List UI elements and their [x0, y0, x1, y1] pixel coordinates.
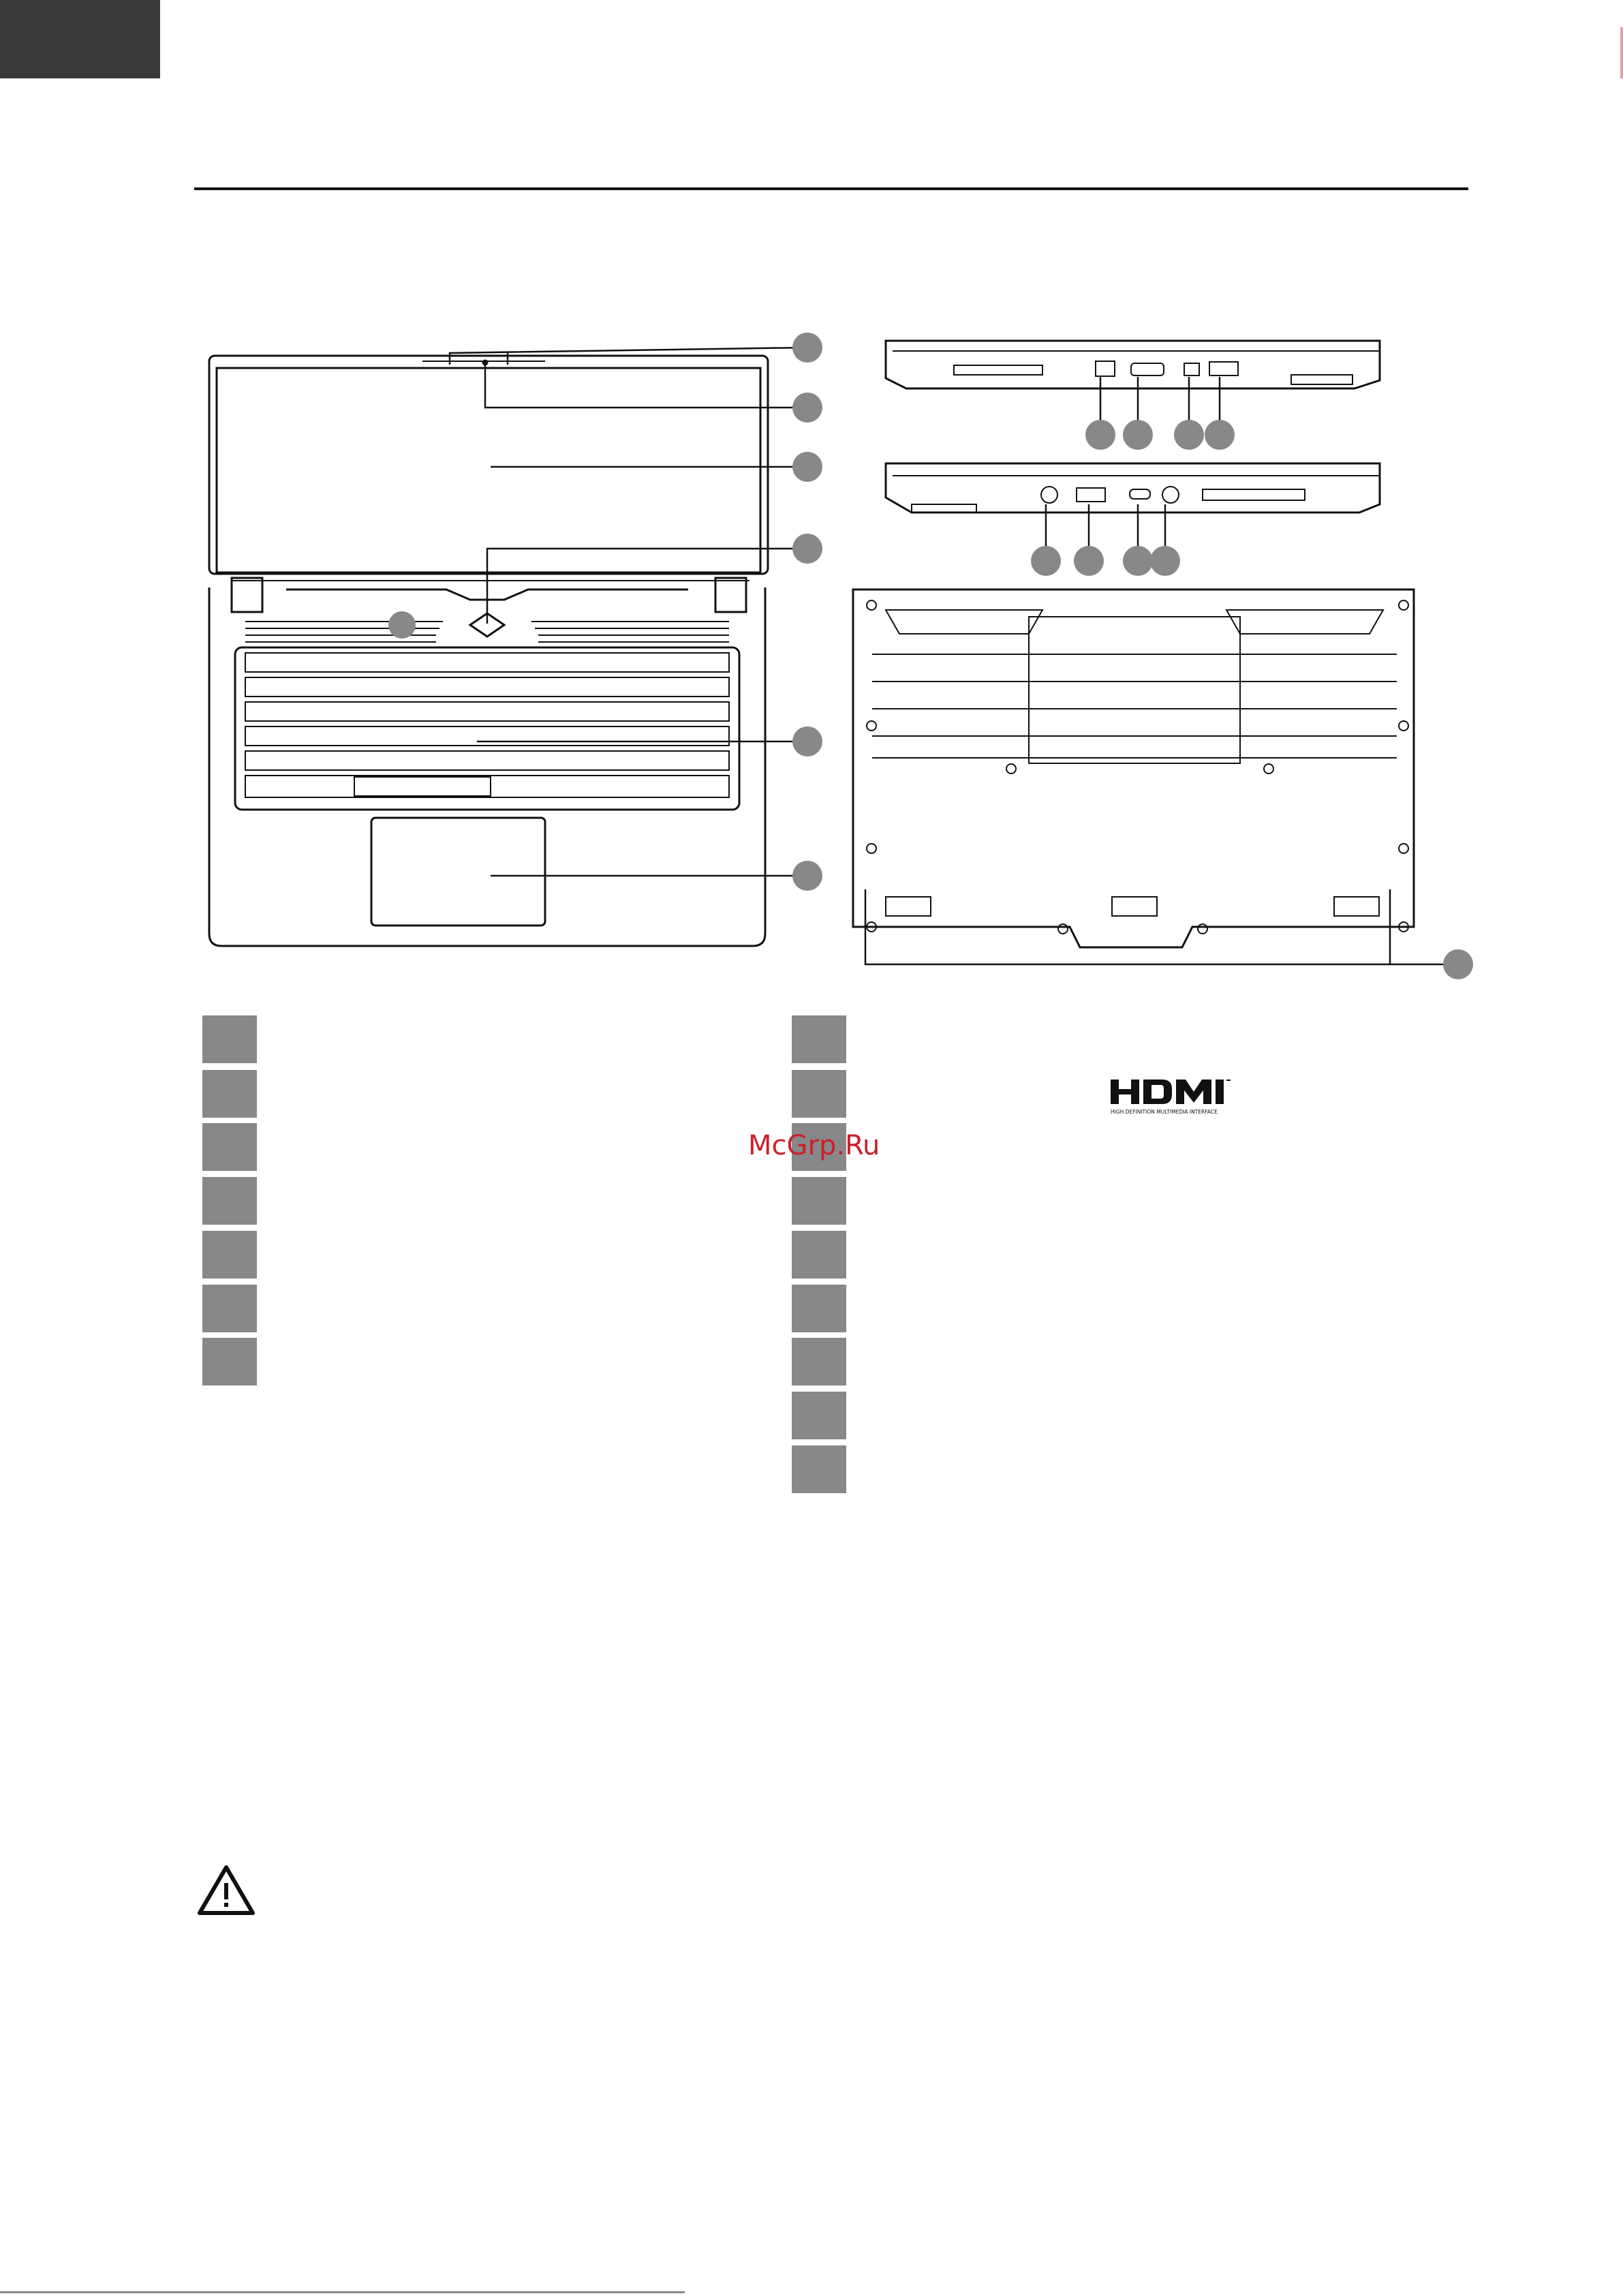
callout-4 [792, 534, 822, 564]
usb-a-port-left [1209, 362, 1238, 376]
laptop-top-view [209, 348, 804, 946]
dc-in-jack [1162, 487, 1179, 503]
footer-rule [0, 2291, 685, 2293]
legend-box-left-7 [202, 1338, 257, 1386]
display-bezel [209, 356, 768, 574]
touchpad [371, 818, 545, 925]
callout-bottom-speaker [1443, 949, 1473, 979]
hinge-left [232, 578, 262, 612]
legend-box-left-5 [202, 1231, 257, 1279]
legend-box-left-2 [202, 1070, 257, 1118]
legend-box-right-7 [792, 1338, 846, 1386]
audio-jack [1041, 487, 1057, 503]
callout-audio [1031, 546, 1061, 576]
hdmi-port [1131, 363, 1164, 376]
usb-c-port [1130, 489, 1150, 499]
callout-usb-left [1205, 420, 1235, 450]
keyboard-keys [245, 653, 729, 797]
legend-box-right-9 [792, 1445, 846, 1493]
callout-1 [792, 333, 822, 363]
legend-box-right-8 [792, 1392, 846, 1439]
legend-box-left-4 [202, 1177, 257, 1225]
callout-6 [792, 861, 822, 891]
callout-mini-dp [1174, 420, 1204, 450]
watermark: McGrp.Ru [748, 1130, 880, 1161]
callout-2 [792, 393, 822, 423]
usb-a-port-right [1077, 488, 1105, 502]
callout-lan [1085, 420, 1115, 450]
legend-box-left-3 [202, 1123, 257, 1171]
legend-box-right-4 [792, 1177, 846, 1225]
callout-3 [792, 452, 822, 482]
top-view-callout-lines [450, 348, 804, 876]
callout-5 [792, 726, 822, 756]
warning-triangle-icon [196, 1864, 256, 1917]
laptop-base [209, 587, 765, 946]
hinge-right [715, 578, 746, 612]
legend-box-left-1 [202, 1015, 257, 1063]
svg-text:HIGH DEFINITION MULTIMEDIA INT: HIGH DEFINITION MULTIMEDIA INTERFACE [1111, 1109, 1218, 1115]
legend-box-right-6 [792, 1285, 846, 1332]
hdmi-logo [1109, 1077, 1259, 1115]
callout-usb-c [1123, 546, 1153, 576]
keyboard-vents [245, 622, 729, 642]
display-screen [217, 368, 760, 572]
legend-box-right-2 [792, 1070, 846, 1118]
callout-dc-in [1150, 546, 1180, 576]
callout-hdmi [1123, 420, 1153, 450]
callout-usb-right [1074, 546, 1104, 576]
mini-dp-port [1184, 363, 1199, 376]
callout-markers [388, 333, 1473, 979]
right-side-view [886, 463, 1380, 549]
bottom-view [853, 590, 1448, 964]
legend-box-right-1 [792, 1015, 846, 1063]
legend-box-left-6 [202, 1285, 257, 1332]
legend-box-right-5 [792, 1231, 846, 1279]
lan-port [1096, 361, 1115, 376]
callout-speaker [388, 611, 416, 639]
